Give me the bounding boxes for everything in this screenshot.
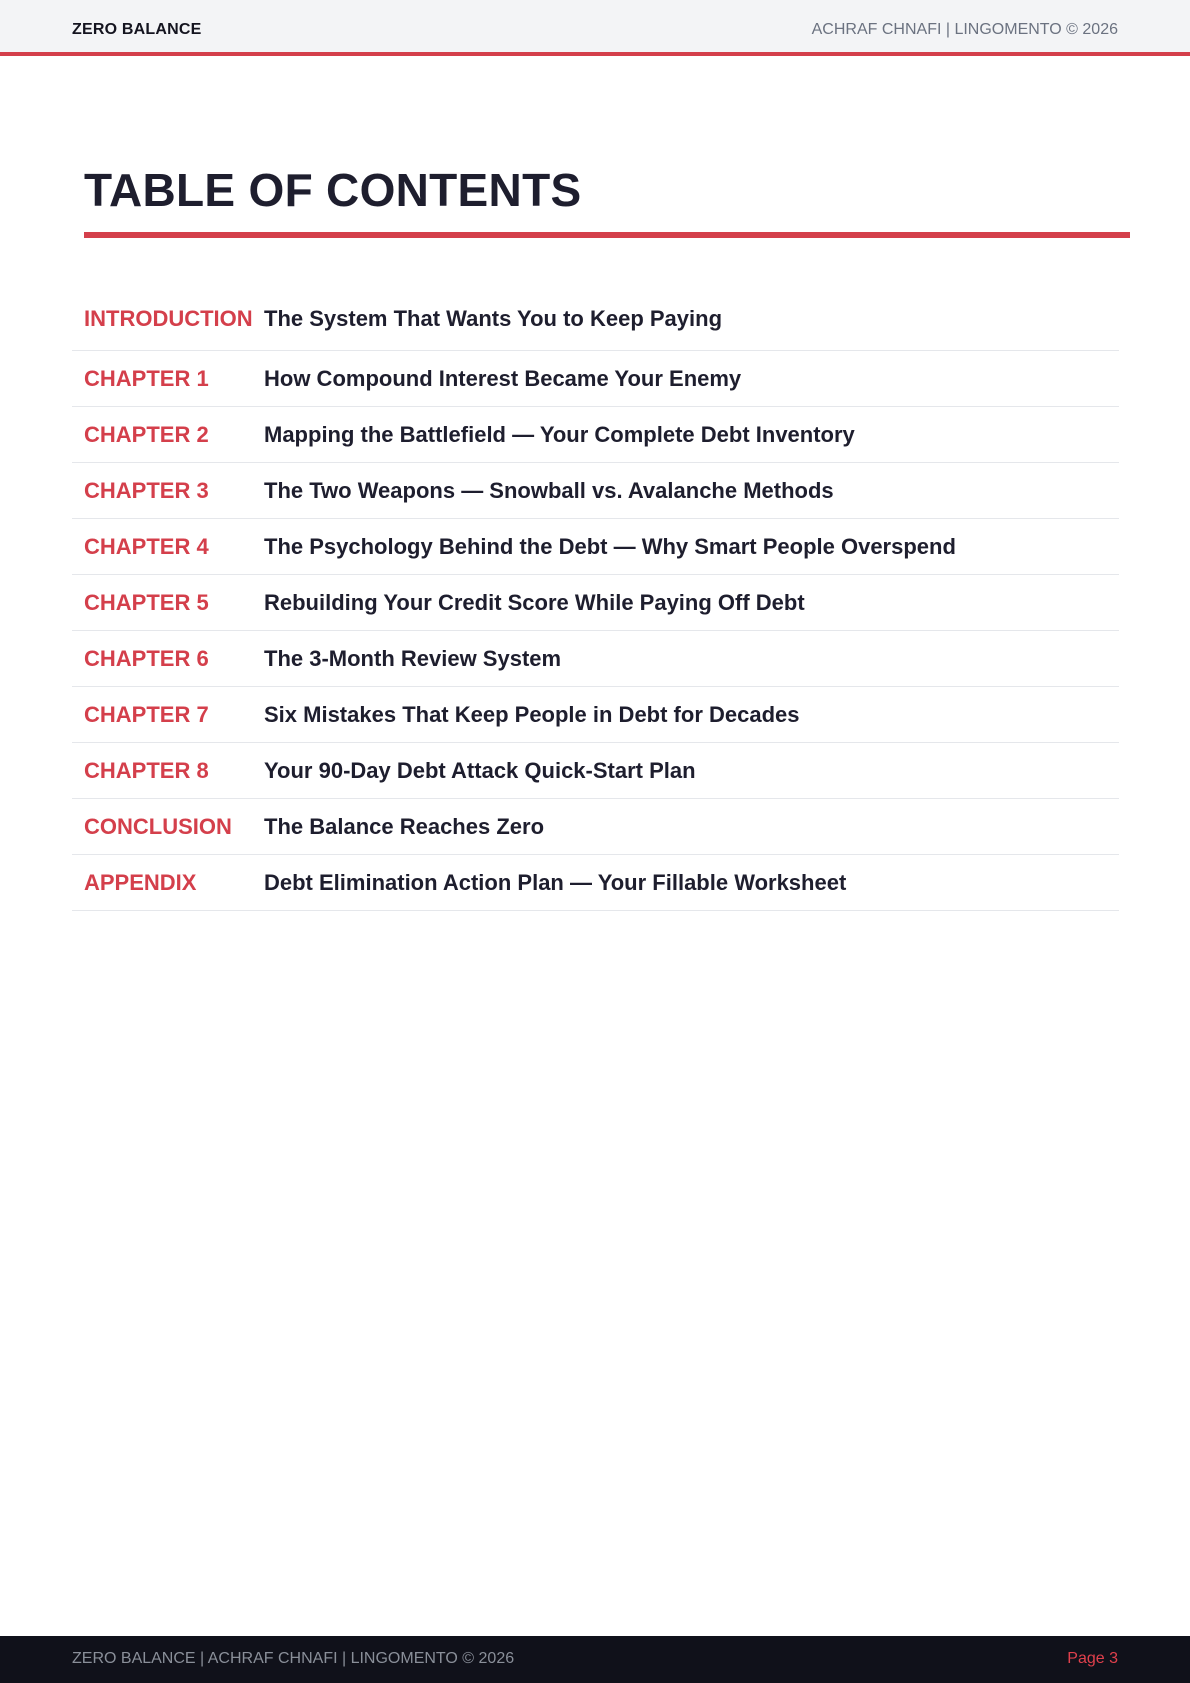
- toc-entry-title: Debt Elimination Action Plan — Your Fillable Worksheet: [264, 870, 847, 895]
- page-title: TABLE OF CONTENTS: [84, 164, 582, 216]
- toc-entry-label: APPENDIX: [84, 870, 197, 895]
- toc-entry-label: CHAPTER 2: [84, 422, 209, 447]
- toc-entry-label: CHAPTER 6: [84, 646, 209, 671]
- toc-entry-title: The Two Weapons — Snowball vs. Avalanche Methods: [264, 478, 834, 503]
- toc-entry-label: CHAPTER 7: [84, 702, 209, 727]
- header-meta: ACHRAF CHNAFI | LINGOMENTO © 2026: [811, 21, 1118, 38]
- page-footer: [0, 1636, 1190, 1683]
- toc-entry-label: CHAPTER 3: [84, 478, 209, 503]
- toc-entry-title: Mapping the Battlefield — Your Complete Debt Inventory: [264, 422, 855, 447]
- toc-entry-label: CONCLUSION: [84, 814, 232, 839]
- toc-row-appendix[interactable]: [72, 855, 1119, 911]
- toc-entry-title: The Balance Reaches Zero: [264, 814, 545, 839]
- toc-row-chapter-3[interactable]: [72, 463, 1119, 519]
- toc-row-chapter-7[interactable]: [72, 687, 1119, 743]
- toc-entry-label: CHAPTER 4: [84, 534, 209, 559]
- toc-row-chapter-6[interactable]: [72, 631, 1119, 687]
- toc-row-chapter-8[interactable]: [72, 743, 1119, 799]
- toc-entry-label: INTRODUCTION: [84, 306, 253, 331]
- page-header: [0, 0, 1190, 56]
- title-divider: [84, 232, 1130, 238]
- toc-entry-title: How Compound Interest Became Your Enemy: [264, 366, 742, 391]
- toc-list: [72, 270, 1119, 911]
- toc-entry-title: The System That Wants You to Keep Paying: [264, 306, 723, 331]
- toc-entry-label: CHAPTER 5: [84, 590, 209, 615]
- toc-entry-label: CHAPTER 8: [84, 758, 209, 783]
- footer-meta: ZERO BALANCE | ACHRAF CHNAFI | LINGOMENTO © 2026: [72, 1650, 515, 1667]
- toc-entry-title: The 3-Month Review System: [264, 646, 562, 671]
- toc-entry-title: Six Mistakes That Keep People in Debt for Decades: [264, 702, 800, 727]
- page-number: Page 3: [1067, 1650, 1118, 1667]
- toc-row-chapter-1[interactable]: [72, 351, 1119, 407]
- toc-row-chapter-5[interactable]: [72, 575, 1119, 631]
- toc-row-conclusion[interactable]: [72, 799, 1119, 855]
- toc-entry-title: Your 90-Day Debt Attack Quick-Start Plan: [264, 758, 696, 783]
- toc-row-chapter-4[interactable]: [72, 519, 1119, 575]
- toc-row-chapter-2[interactable]: [72, 407, 1119, 463]
- header-brand: ZERO BALANCE: [72, 21, 202, 38]
- toc-entry-title: The Psychology Behind the Debt — Why Smart People Overspend: [264, 534, 956, 559]
- toc-entry-title: Rebuilding Your Credit Score While Paying Off Debt: [264, 590, 805, 615]
- toc-row-introduction[interactable]: [72, 270, 1119, 351]
- toc-entry-label: CHAPTER 1: [84, 366, 209, 391]
